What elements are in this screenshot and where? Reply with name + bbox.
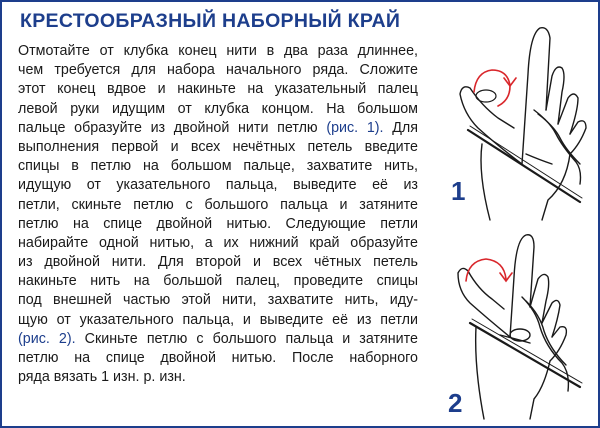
text-line: петли, скиньте петлю с большого пальца и затяните — [18, 196, 418, 213]
text-line: набирайте одной нитью, а их нижний край образуйте — [18, 234, 418, 251]
thread-loop — [510, 329, 530, 341]
text-line: петлю на спице двойной нитью. Следующие петли — [18, 215, 418, 232]
wrist-outline — [476, 327, 484, 419]
thumb-outline — [460, 87, 522, 164]
knitting-needle — [470, 323, 580, 387]
wrist-outline — [481, 144, 490, 220]
text-line: выполнения первой и всех нечётных петель введите — [18, 138, 418, 155]
text-line: петлю на спице двойной нитью. После наборного — [18, 350, 418, 366]
thread-loop — [476, 90, 496, 102]
figure-number-1: 1 — [451, 176, 466, 206]
text-segment: Для — [392, 119, 418, 136]
palm-outline — [530, 361, 550, 419]
text-line: из двойной нити. Для второй и всех чётных петель — [18, 254, 418, 271]
text-line: чем требуется для набора начального ряда. Сложите — [18, 62, 418, 79]
text-line — [18, 330, 418, 349]
index-finger-outline — [522, 28, 550, 164]
text-line: щую от указательного пальца, и выведите её из петли — [18, 311, 418, 328]
figure-reference-2[interactable]: (рис. 2). — [18, 330, 76, 347]
thread-line — [526, 301, 566, 365]
page-title: КРЕСТООБРАЗНЫЙ НАБОРНЫЙ КРАЙ — [20, 10, 401, 32]
text-segment: пальце образуйте из двойной нити петлю — [18, 119, 318, 136]
text-line: левой руки идущим от клубка концом. На большом — [18, 100, 418, 117]
text-line: идущую от указательного пальца, выведите её из — [18, 177, 418, 194]
text-line: этот конец вдвое и накиньте на указательный палец — [18, 81, 418, 98]
index-finger-outline — [510, 235, 534, 337]
text-line: Отмотайте от клубка конец нити в два раза длиннее, — [18, 43, 418, 59]
thread-line — [500, 335, 530, 343]
text-line: ряда вязать 1 изн. р. изн. — [18, 369, 186, 386]
text-line: спицы в петлю на большом пальце, захватите нить, — [18, 158, 418, 175]
thread-line — [526, 154, 552, 164]
text-line — [18, 119, 418, 138]
figure-number-2: 2 — [448, 388, 463, 418]
text-line: накиньте нить на большой палец, проведите спицы — [18, 273, 418, 290]
instructions-text — [18, 42, 418, 387]
text-segment: Скиньте петлю с большого пальца и затяните — [84, 330, 418, 347]
text-line: под внешней частью этой нити, захватите нить, иду- — [18, 292, 418, 309]
figure-reference-1[interactable]: (рис. 1). — [326, 119, 384, 136]
